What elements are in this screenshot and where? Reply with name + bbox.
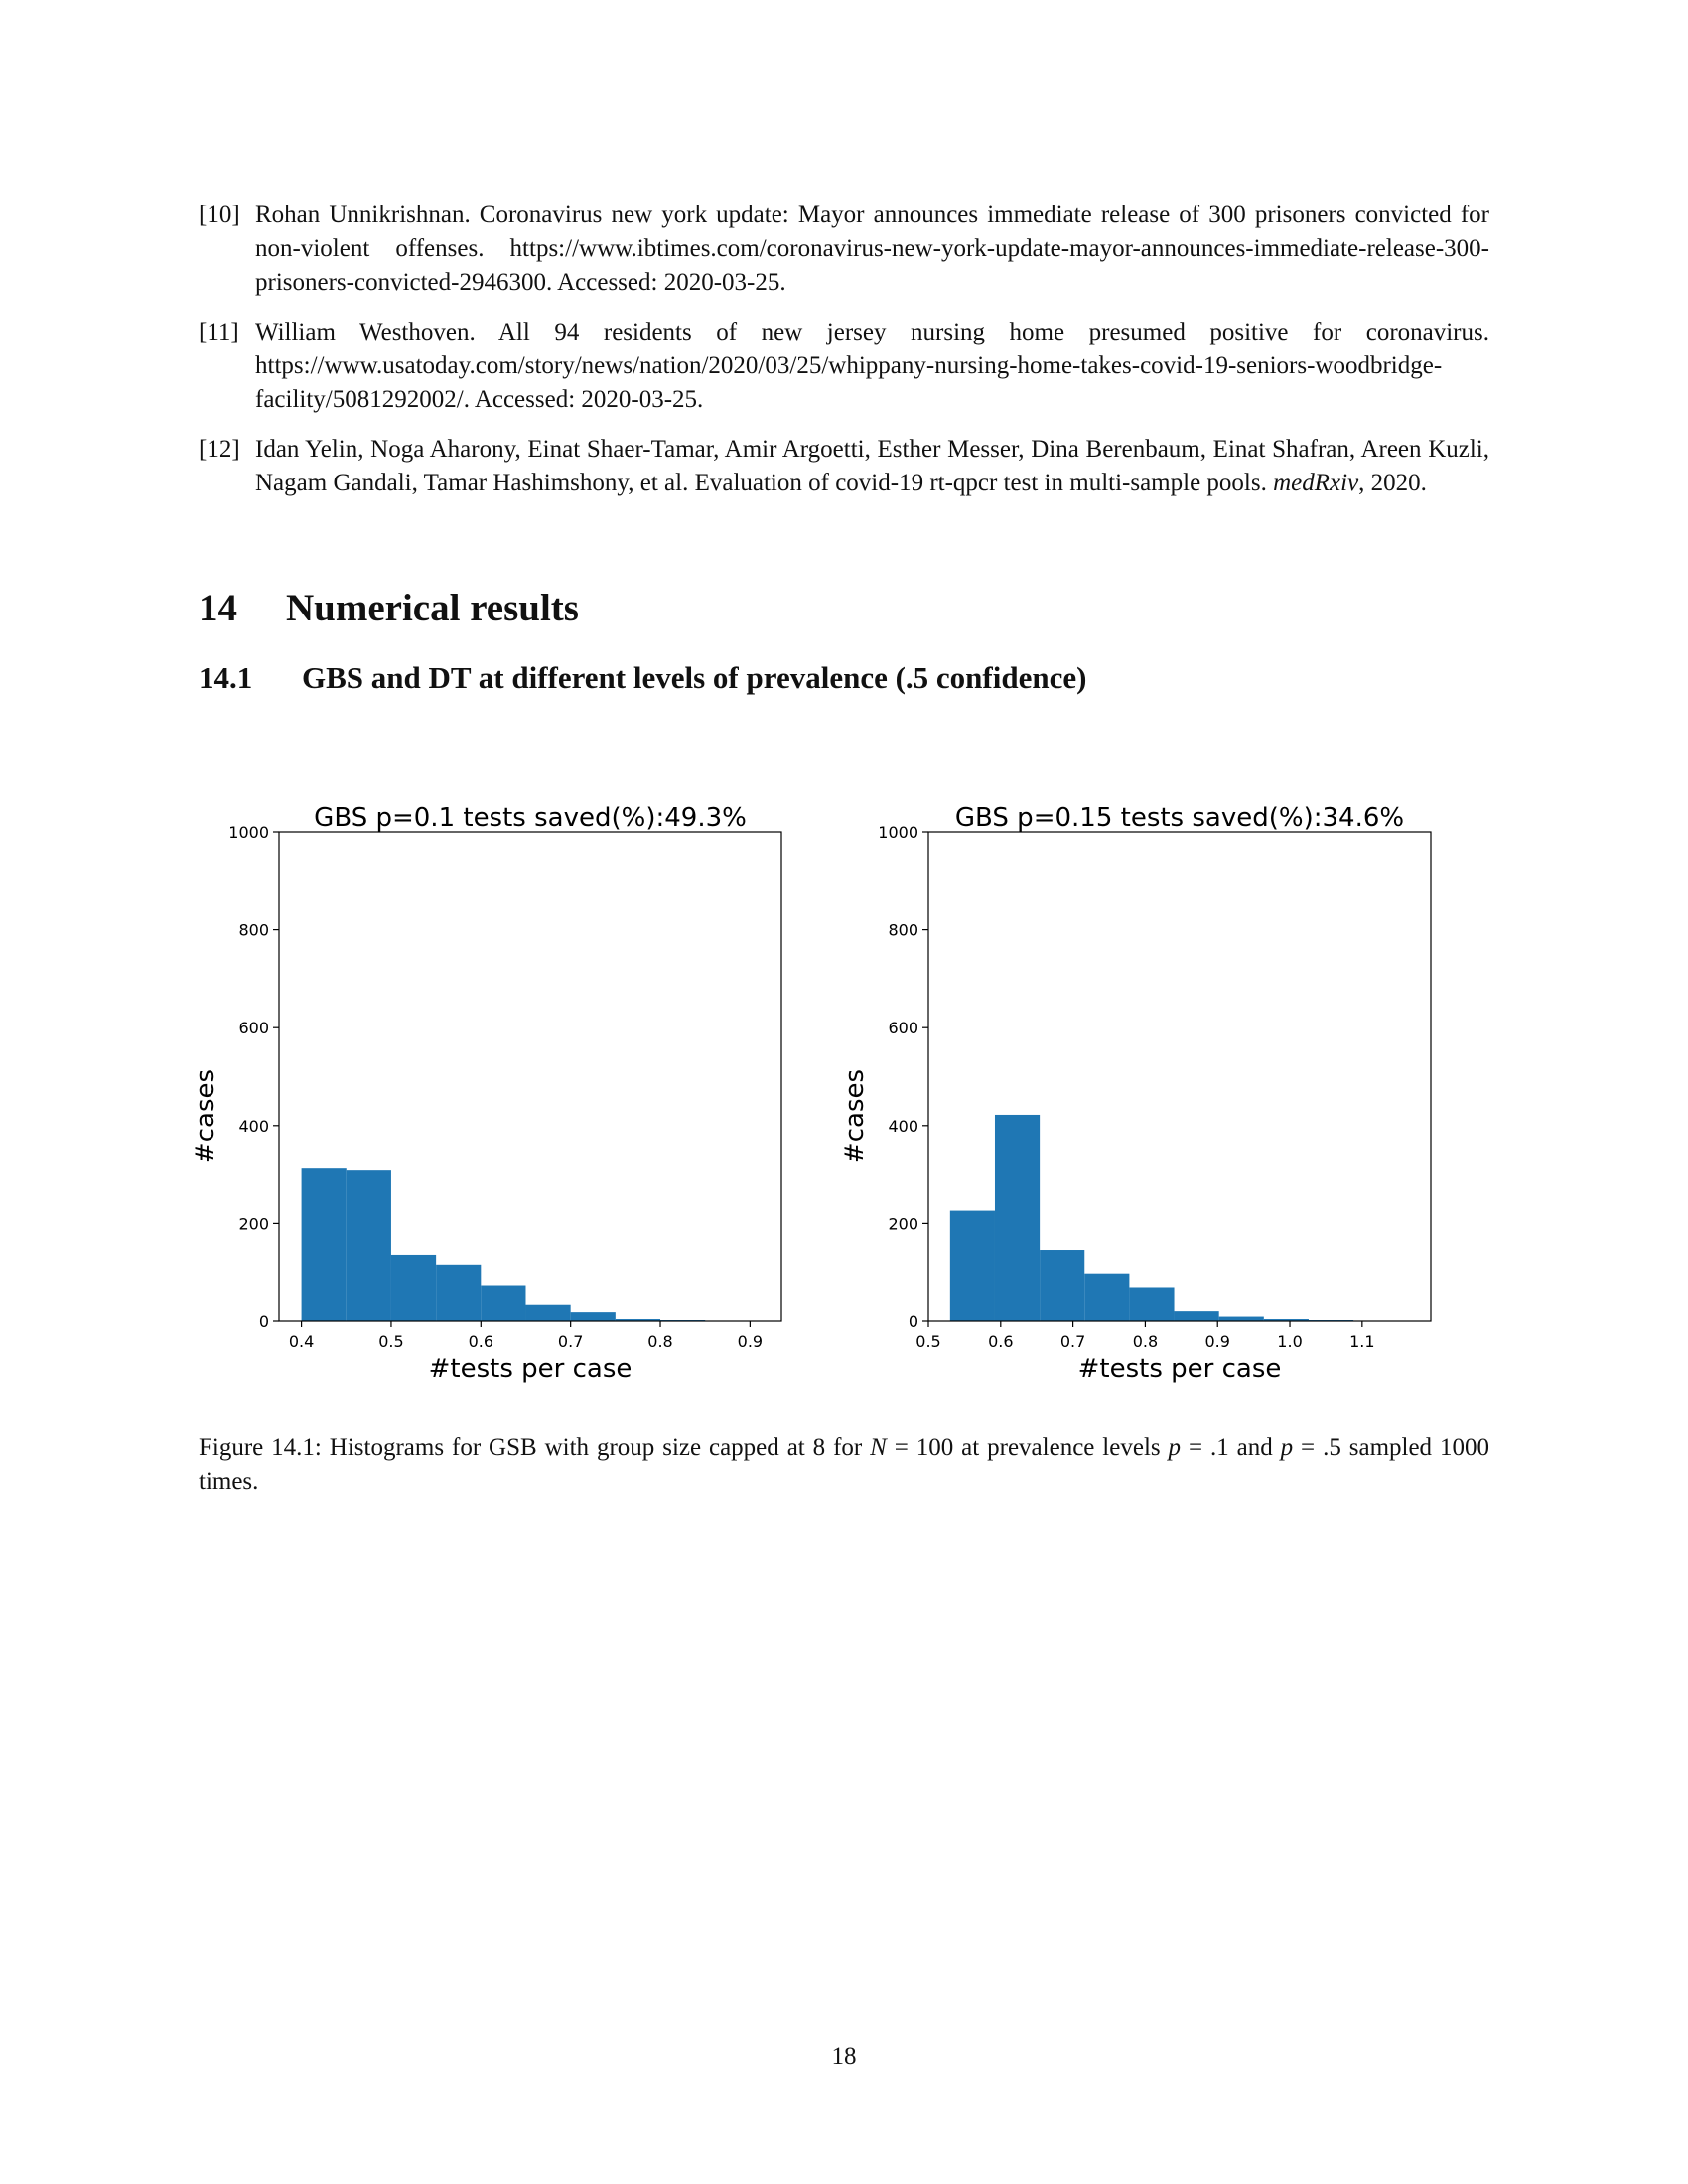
y-axis-label: #cases (191, 1068, 220, 1164)
figure-caption (199, 1432, 1489, 1499)
caption-label: Figure 14.1: (199, 1434, 322, 1461)
histogram-left (191, 803, 781, 1384)
y-tick-label: 600 (888, 1019, 918, 1038)
section-number: 14 (199, 587, 237, 629)
caption-text-part: = .1 and (1181, 1434, 1281, 1461)
x-tick-label: 0.4 (288, 1332, 315, 1351)
x-axis-label: #tests per case (1077, 1354, 1282, 1384)
histogram-bar (436, 1265, 481, 1321)
subsection-title: GBS and DT at different levels of prevalence (.5 confidence) (302, 660, 1087, 695)
reference-number: [10] (199, 202, 240, 228)
chart-title: GBS p=0.15 tests saved(%):34.6% (954, 803, 1405, 833)
y-axis-label: #cases (840, 1068, 870, 1164)
histogram-bar (1084, 1274, 1129, 1321)
histogram-bar (571, 1312, 616, 1321)
y-tick-label: 600 (238, 1019, 269, 1038)
y-tick-label: 1000 (878, 823, 918, 842)
reference-number: [12] (199, 436, 240, 463)
caption-math-N: N (870, 1434, 887, 1461)
caption-math-p: p (1168, 1434, 1182, 1461)
x-tick-label: 0.9 (1204, 1332, 1230, 1351)
x-tick-label: 0.7 (1059, 1332, 1086, 1351)
y-tick-label: 800 (238, 920, 269, 940)
histogram-bar (1129, 1287, 1174, 1321)
histogram-bar (481, 1286, 525, 1321)
y-tick-label: 0 (258, 1312, 269, 1331)
y-tick-label: 200 (238, 1214, 269, 1234)
x-tick-label: 0.6 (988, 1332, 1014, 1351)
histogram-bar (995, 1115, 1040, 1321)
histogram-right (840, 803, 1431, 1384)
y-tick-label: 0 (908, 1312, 918, 1331)
x-tick-label: 0.8 (647, 1332, 673, 1351)
x-tick-label: 1.1 (1349, 1332, 1375, 1351)
histogram-bar (391, 1255, 436, 1321)
x-tick-label: 1.0 (1277, 1332, 1303, 1351)
reference-journal: medRxiv (1273, 470, 1359, 496)
histogram-bar (525, 1305, 570, 1321)
x-tick-label: 0.7 (557, 1332, 584, 1351)
caption-text-part: Histograms for GSB with group size capped at 8 for (321, 1434, 871, 1461)
y-tick-label: 200 (888, 1214, 918, 1234)
reference-year: , 2020. (1358, 470, 1427, 496)
histogram-bar (302, 1168, 347, 1321)
x-tick-label: 0.5 (915, 1332, 941, 1351)
histogram-bar (1040, 1250, 1084, 1321)
histogram-bar (1175, 1311, 1219, 1321)
y-tick-label: 400 (238, 1116, 269, 1136)
histogram-bar (347, 1170, 391, 1321)
histogram-bar (950, 1211, 995, 1321)
x-tick-label: 0.5 (378, 1332, 404, 1351)
caption-text-part: = 100 at prevalence levels (886, 1434, 1169, 1461)
reference-text: William Westhoven. All 94 residents of new jersey nursing home presumed positive for coronavirus. https://www.usatoday.com/story/news/nation/2020/03/25/whippany-nursing-home-takes-covid-19-seniors-woodbridge-facility/5081292002/. Accessed: 2020-03-25. (255, 319, 1489, 413)
caption-text-part: = .5 sampled 1000 times. (199, 1434, 1489, 1495)
reference-text: Rohan Unnikrishnan. Coronavirus new york update: Mayor announces immediate release of 300 prisoners convicted for non-violent offenses. https://www.ibtimes.com/coronavirus-new-york-update-mayor-announces-immediate-release-300-prisoners-convicted-2946300. Accessed: 2020-03-25. (255, 202, 1489, 296)
y-tick-label: 1000 (228, 823, 269, 842)
y-tick-label: 400 (888, 1116, 918, 1136)
x-tick-label: 0.6 (468, 1332, 494, 1351)
reference-authors-title: Idan Yelin, Noga Aharony, Einat Shaer-Tamar, Amir Argoetti, Esther Messer, Dina Berenbaum, Einat Shafran, Areen Kuzli, Nagam Gandali, Tamar Hashimshony, et al. Evaluation of covid-19 rt-qpcr test in multi-sample pools. (255, 436, 1489, 496)
x-tick-label: 0.8 (1132, 1332, 1159, 1351)
chart-title: GBS p=0.1 tests saved(%):49.3% (314, 803, 747, 833)
x-tick-label: 0.9 (737, 1332, 764, 1351)
section-title: Numerical results (286, 587, 579, 629)
subsection-number: 14.1 (199, 660, 253, 695)
histogram-bar (1219, 1317, 1264, 1321)
x-axis-label: #tests per case (428, 1354, 633, 1384)
reference-number: [11] (199, 319, 239, 345)
caption-math-p: p (1280, 1434, 1294, 1461)
page-number: 18 (831, 2043, 857, 2070)
y-tick-label: 800 (888, 920, 918, 940)
